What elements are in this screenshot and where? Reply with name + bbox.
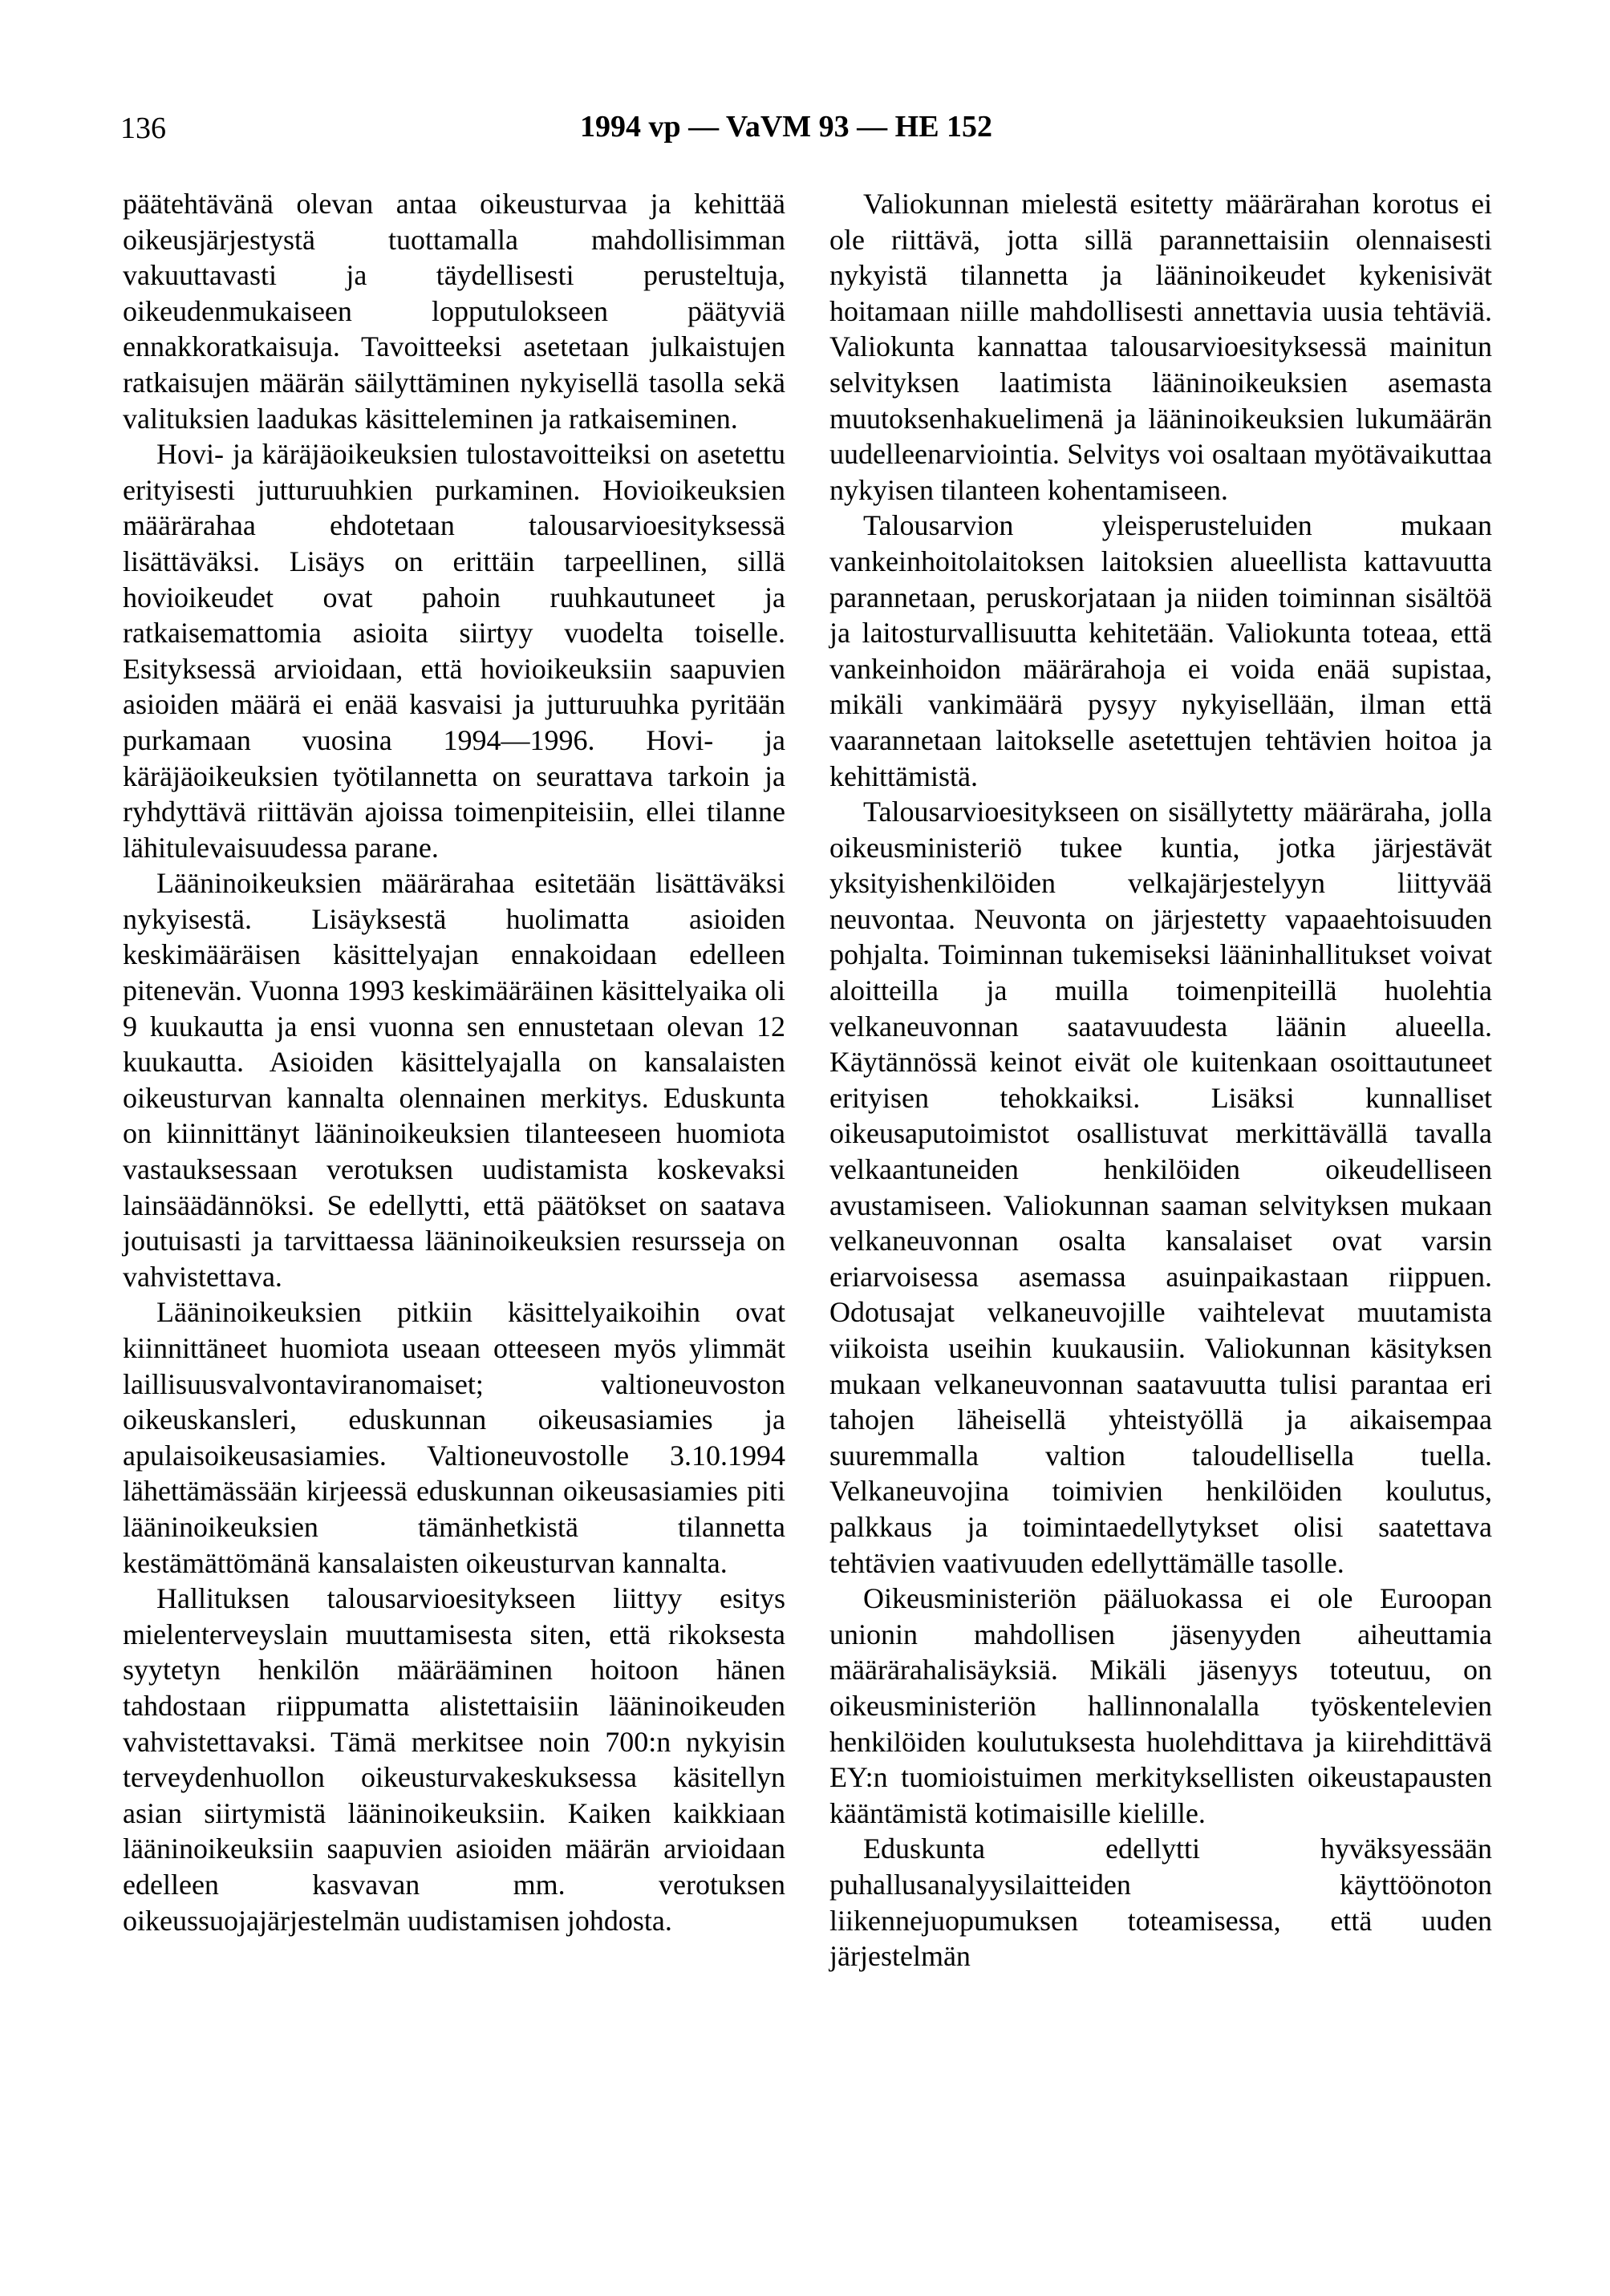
paragraph: päätehtävänä olevan antaa oikeusturvaa ja kehittää oikeusjärjestystä tuottamalla mahdollisimman vakuuttavasti ja täydellisesti perusteltuja, oikeudenmukaiseen lopputulokseen päätyviä ennakkoratkaisuja. Tavoitteeksi asetetaan julkaistujen ratkaisujen määrän säilyttäminen nykyisellä tasolla sekä valituksien laadukas käsitteleminen ja ratkaiseminen. — [123, 188, 785, 435]
paragraph: Hallituksen talousarvioesitykseen liittyy esitys mielenterveyslain muuttamisesta siten, että rikoksesta syytetyn henkilön määrääminen hoitoon hänen tahdostaan riippumatta alistettaisiin lääninoikeuden vahvistettavaksi. Tämä merkitsee noin 700:n nykyisin terveydenhuollon oikeusturvakeskuksessa käsitellyn asian siirtymistä lääninoikeuksiin. Kaiken kaikkiaan lääninoikeuksiin saapuvien asioiden määrän arvioidaan edelleen kasvavan mm. verotuksen oikeussuojajärjestelmän uudistamisen johdosta. — [123, 1582, 785, 1937]
page-number: 136 — [120, 111, 166, 145]
paragraph: Talousarvioesitykseen on sisällytetty määräraha, jolla oikeusministeriö tukee kuntia, jotka järjestävät yksityishenkilöiden velkajärjestelyyn liittyvää neuvontaa. Neuvonta on järjestetty vapaaehtoisuuden pohjalta. Toiminnan tukemiseksi lääninhallitukset voivat aloitteilla ja muilla toimenpiteillä huolehtia velkaneuvonnan saatavuudesta läänin alueella. Käytännössä keinot eivät ole kuitenkaan osoittautuneet erityisen tehokkaiksi. Lisäksi kunnalliset oikeusaputoimistot osallistuvat merkittävällä tavalla velkaantuneiden henkilöiden oikeudelliseen avustamiseen. Valiokunnan saaman selvityksen mukaan velkaneuvonnan osalta kansalaiset ovat varsin eriarvoisessa asemassa asuinpaikastaan riippuen. Odotusajat velkaneuvojille vaihtelevat muutamista viikoista useihin kuukausiin. Valiokunnan käsityksen mukaan velkaneuvonnan saatavuutta tulisi parantaa eri tahojen läheisellä yhteistyöllä ja aikaisempaa suuremmalla valtion taloudellisella tuella. Velkaneuvojina toimivien henkilöiden koulutus, palkkaus ja toimintaedellytykset olisi saatettava tehtävien vaativuuden edellyttämälle tasolle. — [829, 796, 1492, 1579]
paragraph: Valiokunnan mielestä esitetty määrärahan korotus ei ole riittävä, jotta sillä parannettaisiin olennaisesti nykyistä tilannetta ja lääninoikeudet kykenisivät hoitamaan niille mahdollisesti annettavia uusia tehtäviä. Valiokunta kannattaa talousarvioesityksessä mainitun selvityksen laatimista lääninoikeuksien asemasta muutoksenhakuelimenä ja lääninoikeuksien lukumäärän uudelleenarviointia. Selvitys voi osaltaan myötävaikuttaa nykyisen tilanteen kohentamiseen. — [829, 188, 1492, 506]
right-column — [829, 186, 1492, 1974]
paragraph: Lääninoikeuksien pitkiin käsittelyaikoihin ovat kiinnittäneet huomiota useaan otteeseen myös ylimmät laillisuusvalvontaviranomaiset; valtioneuvoston oikeuskansleri, eduskunnan oikeusasiamies ja apulaisoikeusasiamies. Valtioneuvostolle 3.10.1994 lähettämässään kirjeessä eduskunnan oikeusasiamies piti lääninoikeuksien tämänhetkistä tilannetta kestämättömänä kansalaisten oikeusturvan kannalta. — [123, 1296, 785, 1579]
paragraph: Lääninoikeuksien määrärahaa esitetään lisättäväksi nykyisestä. Lisäyksestä huolimatta asioiden keskimääräisen käsittelyajan ennakoidaan edelleen pitenevän. Vuonna 1993 keskimääräinen käsittelyaika oli 9 kuukautta ja ensi vuonna sen ennustetaan olevan 12 kuukautta. Asioiden käsittelyajalla on kansalaisten oikeusturvan kannalta olennainen merkitys. Eduskunta on kiinnittänyt lääninoikeuksien tilanteeseen huomiota vastauksessaan verotuksen uudistamista koskevaksi lainsäädännöksi. Se edellytti, että päätökset on saatava joutuisasti ja tarvittaessa lääninoikeuksien resursseja on vahvistettava. — [123, 867, 785, 1293]
left-column — [123, 186, 785, 1938]
paragraph: Eduskunta edellytti hyväksyessään puhallusanalyysilaitteiden käyttöönoton liikennejuopumuksen toteamisessa, että uuden järjestelmän — [829, 1832, 1492, 1973]
running-head: 1994 vp — VaVM 93 — HE 152 — [579, 110, 993, 144]
paragraph: Talousarvion yleisperusteluiden mukaan vankeinhoitolaitoksen laitoksien alueellista kattavuutta parannetaan, peruskorjataan ja niiden toiminnan sisältöä ja laitosturvallisuutta kehitetään. Valiokunta toteaa, että vankeinhoidon määrärahoja ei voida enää supistaa, mikäli vankimäärä pysyy nykyisellään, ilman että vaarannetaan laitokselle asetettujen tehtävien hoitoa ja kehittämistä. — [829, 509, 1492, 792]
paragraph: Hovi- ja käräjäoikeuksien tulostavoitteiksi on asetettu erityisesti jutturuuhkien purkaminen. Hovioikeuksien määrärahaa ehdotetaan talousarvioesityksessä lisättäväksi. Lisäys on erittäin tarpeellinen, sillä hovioikeudet ovat pahoin ruuhkautuneet ja ratkaisemattomia asioita siirtyy vuodelta toiselle. Esityksessä arvioidaan, että hovioikeuksiin saapuvien asioiden määrä ei enää kasvaisi ja jutturuuhka pyritään purkamaan vuosina 1994—1996. Hovi- ja käräjäoikeuksien työtilannetta on seurattava tarkoin ja ryhdyttävä riittävän ajoissa toimenpiteisiin, ellei tilanne lähitulevaisuudessa parane. — [123, 438, 785, 864]
paragraph: Oikeusministeriön pääluokassa ei ole Euroopan unionin mahdollisen jäsenyyden aiheuttamia määrärahalisäyksiä. Mikäli jäsenyys toteutuu, on oikeusministeriön hallinnonalalla työskentelevien henkilöiden koulutuksesta huolehdittava ja kiirehdittävä EY:n tuomioistuimen merkityksellisten oikeustapausten kääntämistä kotimaisille kielille. — [829, 1582, 1492, 1829]
